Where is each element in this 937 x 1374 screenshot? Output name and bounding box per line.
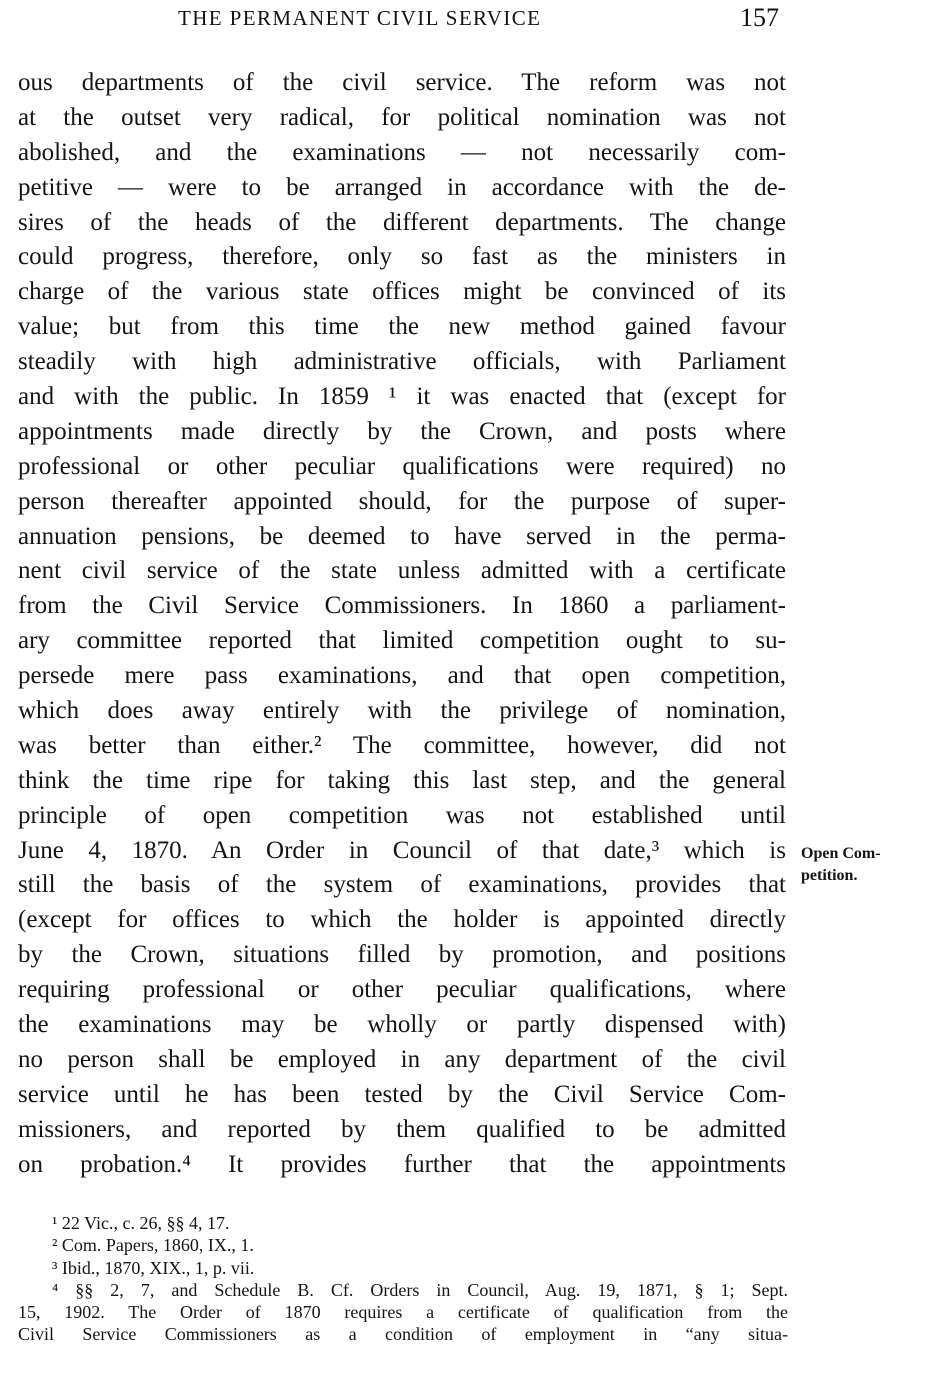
body-line: still the basis of the system of examinations, provides that xyxy=(18,871,786,899)
body-line: principle of open competition was not established until xyxy=(18,801,786,829)
body-line: petitive — were to be arranged in accordance with the de- xyxy=(18,173,786,201)
body-line: the examinations may be wholly or partly dispensed with) xyxy=(18,1011,786,1039)
running-head xyxy=(0,0,937,40)
body-line: no person shall be employed in any department of the civil xyxy=(18,1045,786,1073)
body-line: think the time ripe for taking this last step, and the general xyxy=(18,766,786,794)
body-line: requiring professional or other peculiar qualifications, where xyxy=(18,976,786,1004)
footnote: ² Com. Papers, 1860, IX., 1. xyxy=(52,1235,254,1256)
body-line: by the Crown, situations filled by promotion, and positions xyxy=(18,941,786,969)
page-number: 157 xyxy=(740,3,779,32)
footnote: ⁴ §§ 2, 7, and Schedule B. Cf. Orders in Council, Aug. 19, 1871, § 1; Sept. xyxy=(52,1279,788,1300)
body-line: on probation.⁴ It provides further that the appointments xyxy=(18,1150,786,1178)
footnote-continuation: Civil Service Commissioners as a condition of employment in “any situa- xyxy=(18,1324,788,1345)
marginal-note-line: Open Com- xyxy=(801,845,881,862)
footnote: ¹ 22 Vic., c. 26, §§ 4, 17. xyxy=(52,1213,230,1233)
body-line: ous departments of the civil service. The reform was not xyxy=(18,69,786,96)
body-line: person thereafter appointed should, for the purpose of super- xyxy=(18,487,786,515)
body-line: was better than either.² The committee, however, did not xyxy=(18,731,786,759)
body-line: nent civil service of the state unless admitted with a certificate xyxy=(18,557,786,585)
body-line: charge of the various state offices might be convinced of its xyxy=(18,278,786,306)
running-title: THE PERMANENT CIVIL SERVICE xyxy=(178,6,542,30)
body-line: at the outset very radical, for political nomination was not xyxy=(18,103,786,131)
body-line: ary committee reported that limited competition ought to su- xyxy=(18,627,786,655)
body-line: steadily with high administrative officials, with Parliament xyxy=(18,348,786,376)
footnote: ³ Ibid., 1870, XIX., 1, p. vii. xyxy=(52,1257,255,1278)
body-line: persede mere pass examinations, and that open competition, xyxy=(18,662,786,690)
marginal-note xyxy=(801,843,931,887)
body-line: appointments made directly by the Crown, and posts where xyxy=(18,417,786,445)
body-line: service until he has been tested by the Civil Service Com- xyxy=(18,1080,786,1108)
body-line: professional or other peculiar qualifications were required) no xyxy=(18,452,786,480)
body-line: from the Civil Service Commissioners. In 1860 a parliament- xyxy=(18,592,786,620)
body-line: missioners, and reported by them qualified to be admitted xyxy=(18,1115,786,1143)
footnote-continuation: 15, 1902. The Order of 1870 requires a certificate of qualification from the xyxy=(18,1302,788,1323)
body-line: and with the public. In 1859 ¹ it was enacted that (except for xyxy=(18,383,786,411)
body-line: value; but from this time the new method gained favour xyxy=(18,313,786,341)
body-line: could progress, therefore, only so fast as the ministers in xyxy=(18,243,786,271)
body-line: sires of the heads of the different departments. The change xyxy=(18,208,786,236)
footnotes xyxy=(18,1212,788,1346)
body-line: annuation pensions, be deemed to have served in the perma- xyxy=(18,522,786,550)
body-line: (except for offices to which the holder is appointed directly xyxy=(18,906,786,934)
body-text xyxy=(18,66,786,1183)
body-line: June 4, 1870. An Order in Council of that date,³ which is xyxy=(18,836,786,864)
body-line: abolished, and the examinations — not necessarily com- xyxy=(18,138,786,166)
marginal-note-line: petition. xyxy=(801,867,858,884)
body-line: which does away entirely with the privilege of nomination, xyxy=(18,697,786,725)
